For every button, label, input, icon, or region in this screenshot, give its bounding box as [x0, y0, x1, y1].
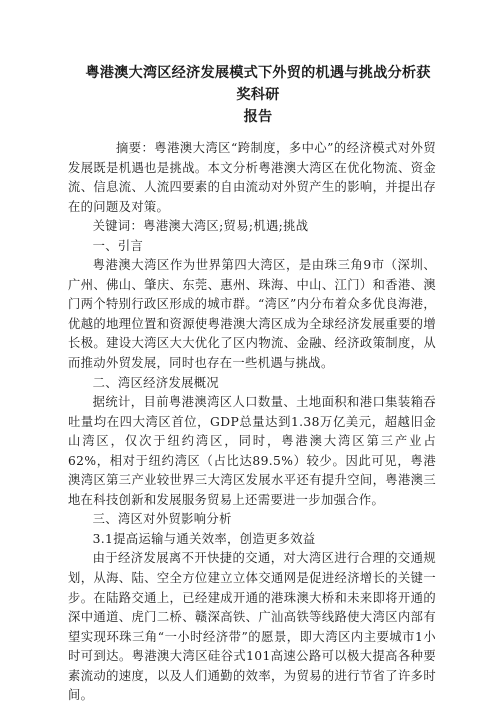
section-2-paragraph: 据统计，目前粤港澳湾区人口数量、土地面积和港口集装箱吞吐量均在四大湾区首位，GDP总量达到1.38万亿美元，超越旧金山湾区，仅次于纽约湾区，同时，粤港澳大湾区第三产业占62%，相对于纽约湾区（占比达89.5%）较少。因此可见，粤港澳湾区第三产业较世界三大湾区发展水平还有提升空间，粤港澳三地在科技创新和发展服务贸易上还需要进一步加强合作。 — [68, 395, 436, 507]
section-3-heading: 三、湾区对外贸影响分析 — [92, 512, 232, 527]
section-2-heading: 二、湾区经济发展概况 — [92, 375, 220, 390]
section-1-heading: 一、引言 — [92, 238, 144, 253]
abstract-paragraph: 摘要：粤港澳大湾区“跨制度，多中心”的经济模式对外贸发展既是机遇也是挑战。本文分析粤港澳大湾区在优化物流、资金流、信息流、人流四要素的自由流动对外贸产生的影响，并提出存在的问题及对策。 — [68, 141, 436, 214]
section-3-1-heading: 3.1提高运输与通关效率，创造更多效益 — [92, 531, 316, 546]
report-title — [68, 62, 436, 128]
keywords-line: 关键词：粤港澳大湾区;贸易;机遇;挑战 — [92, 219, 309, 234]
section-1-paragraph: 粤港澳大湾区作为世界第四大湾区，是由珠三角9市（深圳、广州、佛山、肇庆、东莞、惠州、珠海、中山、江门）和香港、澳门两个特别行政区形成的城市群。“湾区”内分布着众多优良海港，优越的地理位置和资源使粤港澳大湾区成为全球经济发展重要的增长极。建设大湾区大大优化了区内物流、金融、经济政策制度，从而推动外贸发展，同时也存在一些机遇与挑战。 — [68, 258, 436, 371]
report-title-line-2: 报告 — [243, 109, 273, 125]
report-title-line-1: 粤港澳大湾区经济发展模式下外贸的机遇与挑战分析获奖科研 — [85, 65, 431, 103]
section-3-1-paragraph: 由于经济发展离不开快捷的交通，对大湾区进行合理的交通规划，从海、陆、空全方位建立立体交通网是促进经济增长的关键一步。在陆路交通上，已经建成开通的港珠澳大桥和未来即将开通的深中通道、虎门二桥、赣深高铁、广汕高铁等线路使大湾区内部有望实现环珠三角“一小时经济带”的愿景，即大湾区内主要城市1小时可到达。粤港澳大湾区硅谷式101高速公路可以极大提高各种要素流动的速度，以及人们通勤的效率，为贸易的进行节省了许多时间。 — [68, 551, 436, 703]
